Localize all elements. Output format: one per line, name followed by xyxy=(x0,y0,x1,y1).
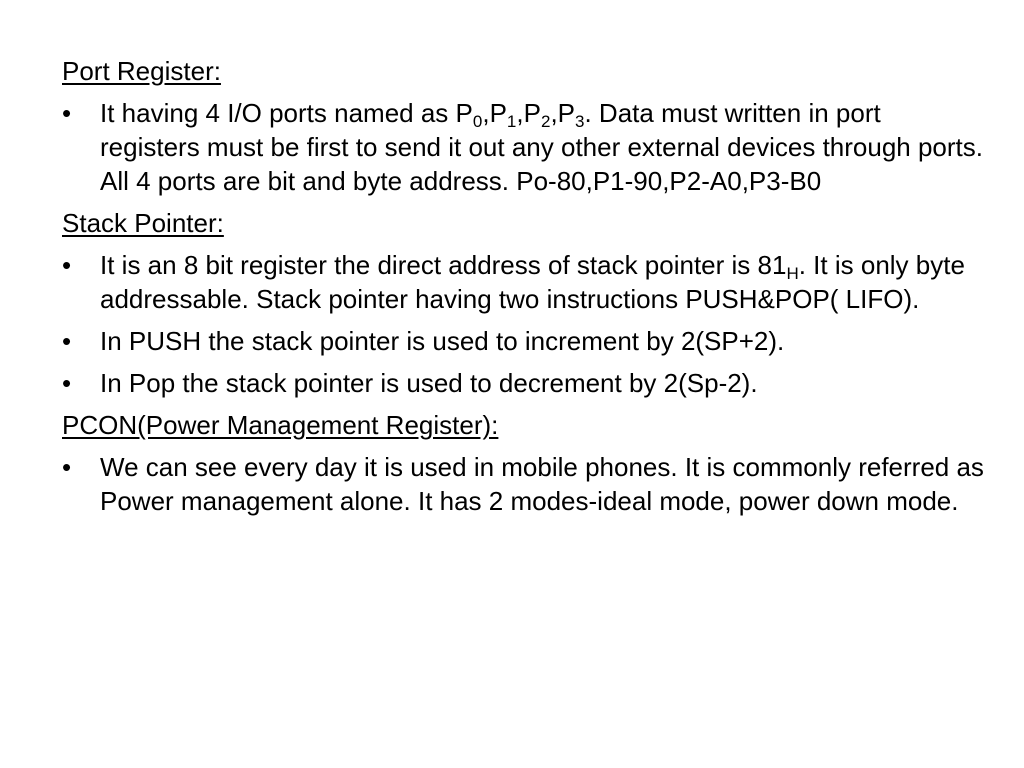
subscript: H xyxy=(786,264,799,283)
bullet-item xyxy=(62,248,984,316)
bullet-text xyxy=(100,452,984,516)
bullet-item xyxy=(62,366,984,400)
text-run: . It is only byte addressable. Stack pointer having two instructions PUSH&POP( LIFO). xyxy=(100,250,965,314)
text-run: It is an 8 bit register the direct address of stack pointer is 81 xyxy=(100,250,787,280)
section-heading: Stack Pointer: xyxy=(62,208,224,238)
bullet-list xyxy=(62,96,984,198)
bullet-icon: • xyxy=(62,250,72,280)
bullet-item xyxy=(62,324,984,358)
bullet-text xyxy=(100,250,965,314)
text-run: ,P xyxy=(550,98,576,128)
bullet-list xyxy=(62,450,984,518)
bullet-item xyxy=(62,96,984,198)
text-run: In PUSH the stack pointer is used to increment by 2(SP+2). xyxy=(100,326,785,356)
text-run: ,P xyxy=(482,98,507,128)
text-run: ,P xyxy=(516,98,541,128)
bullet-text xyxy=(100,326,784,356)
bullet-item xyxy=(62,450,984,518)
bullet-text xyxy=(100,98,983,196)
bullet-icon: • xyxy=(62,368,72,398)
text-run: . Data must written in port registers must be first to send it out any other external devices through ports. All 4 ports are bit and byte address. Po-80,P1-90,P2-A0,P3-B0 xyxy=(100,98,983,196)
text-run: It having 4 I/O ports named as P xyxy=(100,98,473,128)
bullet-text xyxy=(100,368,758,398)
bullet-icon: • xyxy=(62,452,72,482)
bullet-list xyxy=(62,248,984,400)
bullet-icon: • xyxy=(62,98,72,128)
subscript: 2 xyxy=(540,112,551,131)
subscript: 0 xyxy=(472,112,483,131)
text-run: We can see every day it is used in mobile phones. It is commonly referred as Power management alone. It has 2 modes-ideal mode, power down mode. xyxy=(100,452,984,516)
subscript: 1 xyxy=(506,112,517,131)
section-heading: Port Register: xyxy=(62,56,221,86)
text-run: In Pop the stack pointer is used to decrement by 2(Sp-2). xyxy=(100,368,758,398)
slide-content xyxy=(62,54,984,518)
bullet-icon: • xyxy=(62,326,72,356)
subscript: 3 xyxy=(575,112,585,131)
section-heading: PCON(Power Management Register): xyxy=(62,410,499,440)
